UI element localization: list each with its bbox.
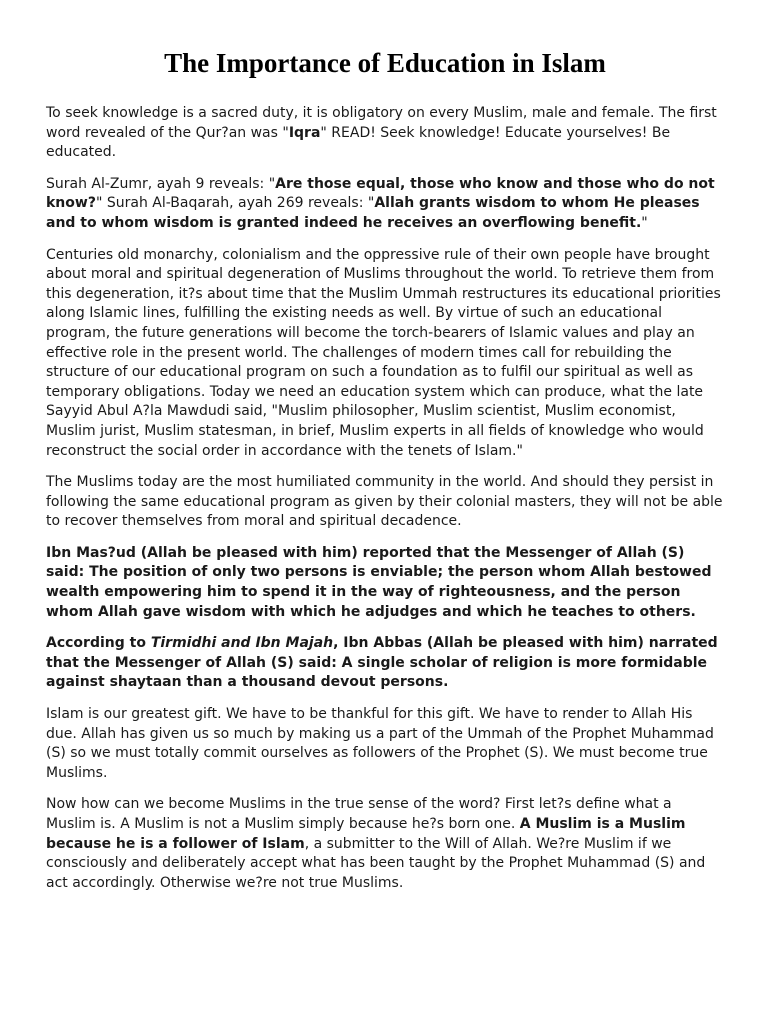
paragraph-iqra-text-end: " READ! Seek knowledge! Educate yourselves! Be educated.	[46, 124, 671, 161]
paragraph-iqra-text: To seek knowledge is a sacred duty, it is obligatory on every Muslim, male and female. The first word revealed of the Qur?an was "	[46, 105, 717, 141]
iqra-word: Iqra	[288, 124, 321, 141]
paragraph-hadith-ibn-masud	[46, 544, 724, 622]
true-muslims-intro: Now how can we become Muslims in the true sense of the word? First let?s define what a Muslim is. A Muslim is not a Muslim simply because he?s born one.	[46, 796, 672, 832]
surah-baqarah-intro: " Surah Al-Baqarah, ayah 269 reveals: "	[95, 195, 375, 212]
paragraph-humiliated-community: The Muslims today are the most humiliated community in the world. And should they persist in following the same educational program as given by their colonial masters, they will not be able to recover themselves from moral and spiritual decadence.	[46, 474, 723, 530]
paragraph-degeneration: Centuries old monarchy, colonialism and the oppressive rule of their own people have brought about moral and spiritual degeneration of Muslims throughout the world. To retrieve them from this degeneration, it?s about time that the Muslim Ummah restructures its educational priorities along Islamic lines, fulfilling the existing needs as well. By virtue of such an educational program, the future generations will become the torch-bearers of Islamic values and play an effective role in the present world. The challenges of modern times call for rebuilding the structure of our educational program on such a foundation as to fulfil our spiritual as well as temporary obligations. Today we need an education system which can produce, what the late Sayyid Abul A?la Mawdudi said, "Muslim philosopher, Muslim scientist, Muslim economist, Muslim jurist, Muslim statesman, in brief, Muslim experts in all fields of knowledge who would reconstruct the social order in accordance with the tenets of Islam."	[46, 246, 721, 459]
hadith-ibn-abbas-intro: According to	[46, 635, 151, 652]
surah-zumr-intro: Surah Al-Zumr, ayah 9 reveals: "	[46, 175, 276, 192]
surah-baqarah-quote: Allah grants wisdom to whom He pleases and to whom wisdom is granted indeed he receives an overflowing benefit.	[46, 195, 700, 231]
hadith-ibn-masud-text: Ibn Mas?ud (Allah be pleased with him) reported that the Messenger of Allah (S) said: The position of only two persons is enviable; the person whom Allah bestowed wealth empowering him to spend it in the way of righteousness, and the person whom Allah gave wisdom with which he adjudges and which he teaches to others.	[46, 544, 712, 620]
hadith-ibn-abbas-body: , Ibn Abbas (Allah be pleased with him) narrated that the Messenger of Allah (S) said: A single scholar of religion is more formidable against shaytaan than a thousand devout persons.	[46, 635, 718, 691]
true-muslims-emphasis: A Muslim is a Muslim because he is a follower of Islam	[46, 816, 686, 852]
document-title: The Importance of Education in Islam	[164, 48, 606, 78]
true-muslims-body: , a submitter to the Will of Allah. We?re Muslim if we consciously and deliberately accept what has been taught by the Prophet Muhammad (S) and act accordingly. Otherwise we?re not true Muslims.	[46, 835, 706, 891]
paragraph-hadith-ibn-abbas	[46, 634, 724, 693]
surah-zumr-quote: Are those equal, those who know and those who do not know?	[46, 175, 715, 212]
paragraph-surah-quotes	[46, 175, 724, 234]
closing-quote: "	[641, 214, 648, 231]
paragraph-iqra	[46, 104, 724, 163]
hadith-ibn-abbas-text	[46, 635, 718, 690]
paragraph-true-muslims	[46, 795, 724, 893]
paragraph-greatest-gift: Islam is our greatest gift. We have to be thankful for this gift. We have to render to Allah His due. Allah has given us so much by making us a part of the Ummah of the Prophet Muhammad (S) so we must totally commit ourselves as followers of the Prophet (S). We must become true Muslims.	[46, 706, 714, 781]
hadith-source: Tirmidhi and Ibn Majah	[150, 635, 334, 652]
